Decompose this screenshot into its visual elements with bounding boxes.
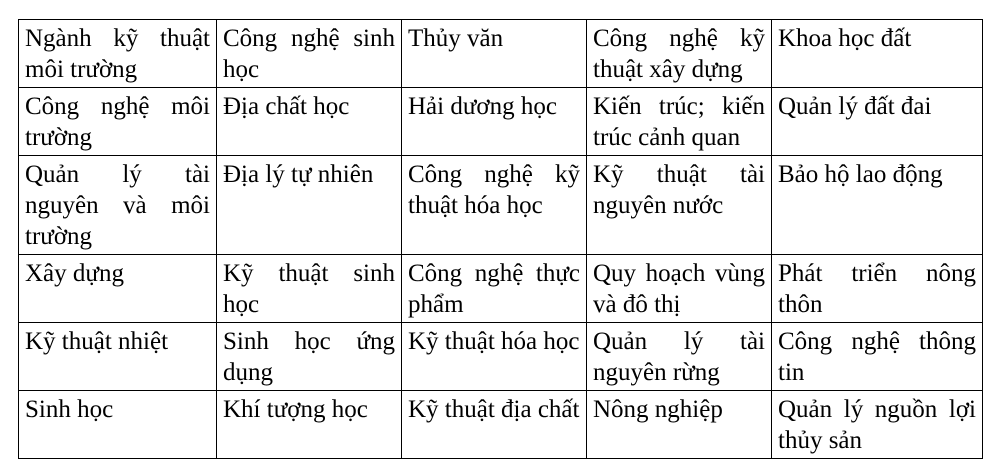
table-cell: Sinh học	[19, 391, 217, 459]
table-cell: Công nghệ thông tin	[772, 323, 983, 391]
table-cell: Bảo hộ lao động	[772, 156, 983, 255]
table-cell: Công nghệ sinh học	[217, 20, 402, 88]
table-cell: Kỹ thuật tài nguyên nước	[587, 156, 772, 255]
table-row	[19, 20, 983, 88]
table-cell: Địa lý tự nhiên	[217, 156, 402, 255]
majors-table	[18, 19, 983, 459]
table-cell: Kỹ thuật hóa học	[402, 323, 587, 391]
table-cell: Công nghệ thực phẩm	[402, 255, 587, 323]
table-cell: Sinh học ứng dụng	[217, 323, 402, 391]
table-cell: Khí tượng học	[217, 391, 402, 459]
table-cell: Kỹ thuật nhiệt	[19, 323, 217, 391]
table-row	[19, 156, 983, 255]
table-cell: Quản lý đất đai	[772, 88, 983, 156]
table-row	[19, 255, 983, 323]
table-cell: Quản lý nguồn lợi thủy sản	[772, 391, 983, 459]
table-row	[19, 391, 983, 459]
table-cell: Địa chất học	[217, 88, 402, 156]
table-cell: Quản lý tài nguyên và môi trường	[19, 156, 217, 255]
table-cell: Hải dương học	[402, 88, 587, 156]
table-cell: Công nghệ môi trường	[19, 88, 217, 156]
table-cell: Kiến trúc; kiến trúc cảnh quan	[587, 88, 772, 156]
table-cell: Quản lý tài nguyên rừng	[587, 323, 772, 391]
table-cell: Khoa học đất	[772, 20, 983, 88]
table-cell: Công nghệ kỹ thuật hóa học	[402, 156, 587, 255]
majors-table-container	[18, 19, 982, 459]
table-cell: Phát triển nông thôn	[772, 255, 983, 323]
table-cell: Ngành kỹ thuật môi trường	[19, 20, 217, 88]
table-cell: Kỹ thuật sinh học	[217, 255, 402, 323]
table-cell: Quy hoạch vùng và đô thị	[587, 255, 772, 323]
table-row	[19, 88, 983, 156]
table-cell: Công nghệ kỹ thuật xây dựng	[587, 20, 772, 88]
table-cell: Thủy văn	[402, 20, 587, 88]
table-cell: Kỹ thuật địa chất	[402, 391, 587, 459]
table-row	[19, 323, 983, 391]
table-cell: Xây dựng	[19, 255, 217, 323]
table-cell: Nông nghiệp	[587, 391, 772, 459]
